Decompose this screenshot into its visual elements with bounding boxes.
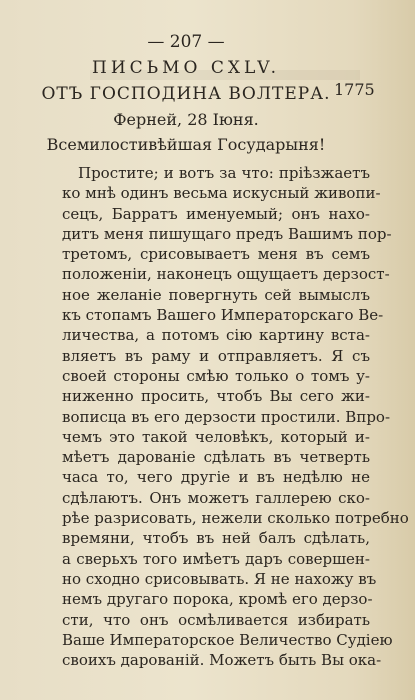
body-line: сдѣлаютъ. Онъ можетъ галлерею ско- [62,488,370,507]
body-line: Простите; и вотъ за что: пріѣзжаетъ [78,164,370,182]
body-line: немъ другаго порока, кромѣ его дерзо- [62,590,373,609]
body-line: ко мнѣ одинъ весьма искусный живопи- [62,184,381,203]
body-line: своей стороны смѣю только о томъ у- [62,366,370,385]
body-line: вописца въ его дерзости простили. Впро- [62,407,391,426]
body-line: сецъ, Барратъ именуемый; онъ нахо- [62,204,370,223]
letter-body [62,163,409,670]
margin-year: 1775 [334,80,375,99]
body-line: Ваше Императорское Величество Судіею [62,630,393,649]
body-line: времяни, чтобъ въ ней балъ сдѣлать, [62,529,370,548]
body-line: чемъ это такой человѣкъ, который и- [62,427,370,446]
body-line: мѣетъ дарованіе сдѣлать въ четверть [62,448,370,467]
body-line: а сверьхъ того имѣетъ даръ совершен- [62,549,370,568]
body-line: своихъ дарованій. Можетъ быть Вы ока- [62,651,382,670]
body-line: положеніи, наконецъ ощущаетъ дерзост- [62,265,390,284]
letter-heading: ПИСЬМО CXLV. [92,58,280,78]
page-number: — 207 — [147,32,225,52]
dateline: Ферней, 28 Іюня. [113,110,259,129]
body-line: ниженно просить, чтобъ Вы сего жи- [62,387,370,406]
body-line: третомъ, срисовываетъ меня въ семъ [62,245,370,264]
body-line: вляетъ въ раму и отправляетъ. Я съ [62,346,370,365]
body-line: рѣе разрисовать, нежели сколько потребно [62,509,409,528]
body-line: дитъ меня пишущаго предъ Вашимъ пор- [62,224,392,243]
body-line: сти, что онъ осмѣливается избирать [62,610,370,629]
salutation: Всемилостивѣйшая Государыня! [46,135,326,154]
letter-subheading: ОТЪ ГОСПОДИНА ВОЛТЕРА. [41,84,331,104]
body-line: личества, а потомъ сію картину вста- [62,326,370,345]
body-line: ное желаніе повергнуть сей вымыслъ [62,285,370,304]
body-line: но сходно срисовывать. Я не нахожу въ [62,569,377,588]
body-line: къ стопамъ Вашего Императорскаго Ве- [62,306,384,325]
body-line: часа то, чего другіе и въ недѣлю не [62,468,370,487]
